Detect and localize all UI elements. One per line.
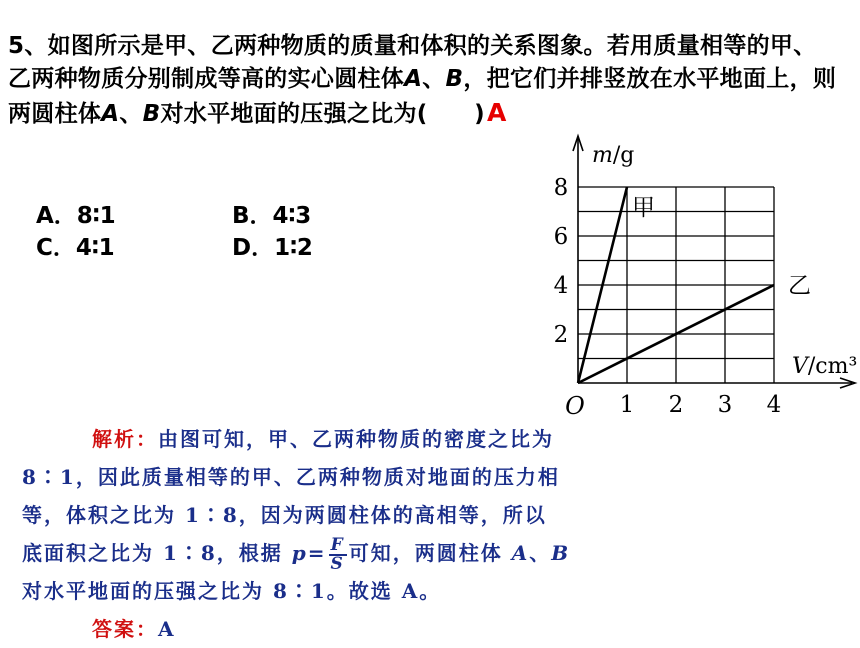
option-a[interactable]: A．8∶1: [36, 203, 116, 229]
solution-line-2: 8∶1，因此质量相等的甲、乙两种物质对地面的压力相: [22, 465, 560, 489]
x-tick-label: 3: [717, 392, 733, 418]
answer-mark: A: [487, 98, 507, 127]
solution-line-3: 等，体积之比为 1∶8，因为两圆柱体的高相等，所以: [22, 503, 547, 527]
y-tick-label: 6: [553, 224, 569, 250]
solution-answer: 答案：A: [92, 617, 176, 641]
solution-line-5: 对水平地面的压强之比为 8∶1。故选 A。: [22, 579, 442, 603]
pressure-fraction: $\frac{F}{S}$: [330, 534, 345, 574]
x-tick-label: 4: [766, 392, 782, 418]
option-d[interactable]: D．1∶2: [232, 235, 313, 261]
option-b[interactable]: B．4∶3: [232, 203, 312, 229]
origin-label: O: [565, 392, 585, 420]
x-tick-label: 1: [619, 392, 635, 418]
solution-line-1: 解析：由图可知，甲、乙两种物质的密度之比为: [92, 427, 554, 451]
x-tick-label: 2: [668, 392, 684, 418]
solution-label: 解析：: [92, 427, 158, 451]
option-c[interactable]: C．4∶1: [36, 235, 115, 261]
y-tick-label: 8: [553, 175, 569, 201]
y-tick-label: 4: [553, 273, 569, 299]
question-text: 5、如图所示是甲、乙两种物质的质量和体积的关系图象。若用质量相等的甲、乙两种物质分别制成等高的实心圆柱体A、B，把它们并排竖放在水平地面上，则两圆柱体A、B对水平地面的压强之比为( )A: [8, 33, 837, 127]
y-tick-label: 2: [553, 322, 569, 348]
solution-line-4: 底面积之比为 1∶8，根据 p= $\frac{F}{S}$ 可知，两圆柱体 A、B: [22, 534, 571, 574]
question-number: 5: [8, 33, 25, 59]
x-axis-label: V/cm³: [792, 354, 858, 379]
series-label-2: 乙: [788, 273, 811, 299]
solution: [22, 420, 822, 648]
series-label-1: 甲: [632, 195, 655, 221]
y-axis-label: m/g: [592, 143, 635, 168]
